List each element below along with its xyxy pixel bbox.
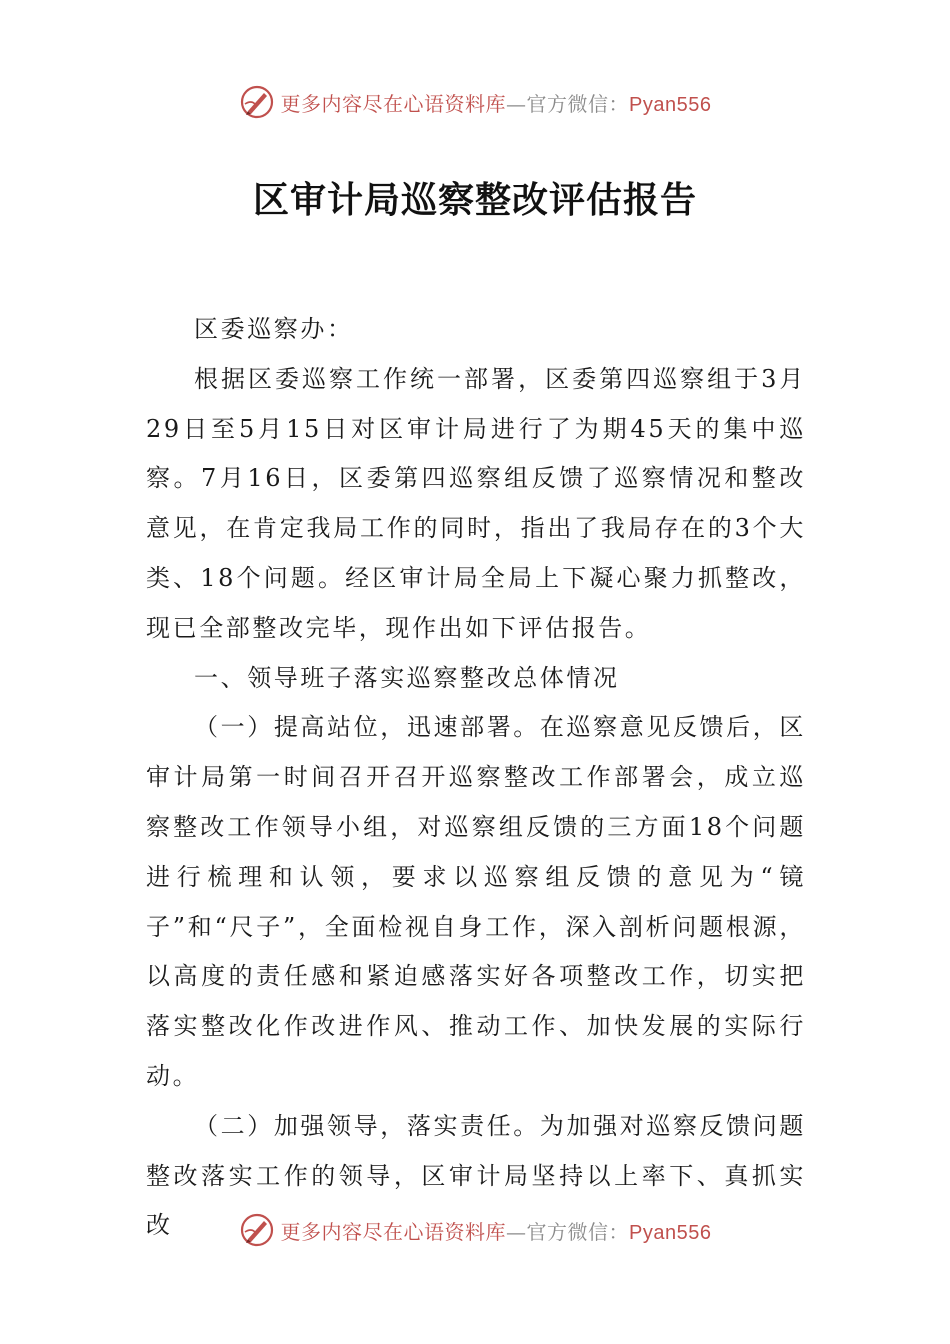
watermark-label: 官方微信： <box>526 1219 630 1244</box>
watermark-main: 更多内容尽在心语资料库 <box>280 91 507 116</box>
paragraph-intro: 根据区委巡察工作统一部署，区委第四巡察组于3月29日至5月15日对区审计局进行了为期45天的集中巡察。7月16日，区委第四巡察组反馈了巡察情况和整改意见，在肯定我局工作的同时，指出了我局存在的3个大类、18个问题。经区审计局全局上下凝心聚力抓整改，现已全部整改完毕，现作出如下评估报告。 <box>146 364 806 642</box>
salutation: 区委巡察办： <box>194 315 354 343</box>
watermark-id: Pyan556 <box>629 93 712 116</box>
pen-logo-icon <box>239 1212 275 1248</box>
pen-logo-icon <box>239 84 275 120</box>
document-title: 区审计局巡察整改评估报告 <box>252 179 697 221</box>
paragraph-subsection-2: （二）加强领导，落实责任。为加强对巡察反馈问题整改落实工作的领导，区审计局坚持以上率下、真抓实改 <box>146 1111 806 1240</box>
watermark-text <box>281 1216 712 1245</box>
paragraph-subsection-1: （一）提高站位，迅速部署。在巡察意见反馈后，区审计局第一时间召开召开巡察整改工作部署会，成立巡察整改工作领导小组，对巡察组反馈的三方面18个问题进行梳理和认领，要求以巡察组反馈的意见为“镜子”和“尺子”，全面检视自身工作，深入剖析问题根源，以高度的责任感和紧迫感落实好各项整改工作，切实把落实整改化作改进作风、推动工作、加快发展的实际行动。 <box>146 713 806 1090</box>
watermark-separator: — <box>506 1219 527 1244</box>
header-watermark <box>0 80 950 124</box>
watermark-main: 更多内容尽在心语资料库 <box>280 1219 507 1244</box>
section-heading-1: 一、领导班子落实巡察整改总体情况 <box>194 663 620 692</box>
footer-watermark <box>0 1208 950 1252</box>
document-body <box>146 305 806 1251</box>
watermark-separator: — <box>506 91 527 116</box>
watermark-text <box>281 88 712 117</box>
watermark-label: 官方微信： <box>526 91 630 116</box>
watermark-id: Pyan556 <box>629 1221 712 1244</box>
